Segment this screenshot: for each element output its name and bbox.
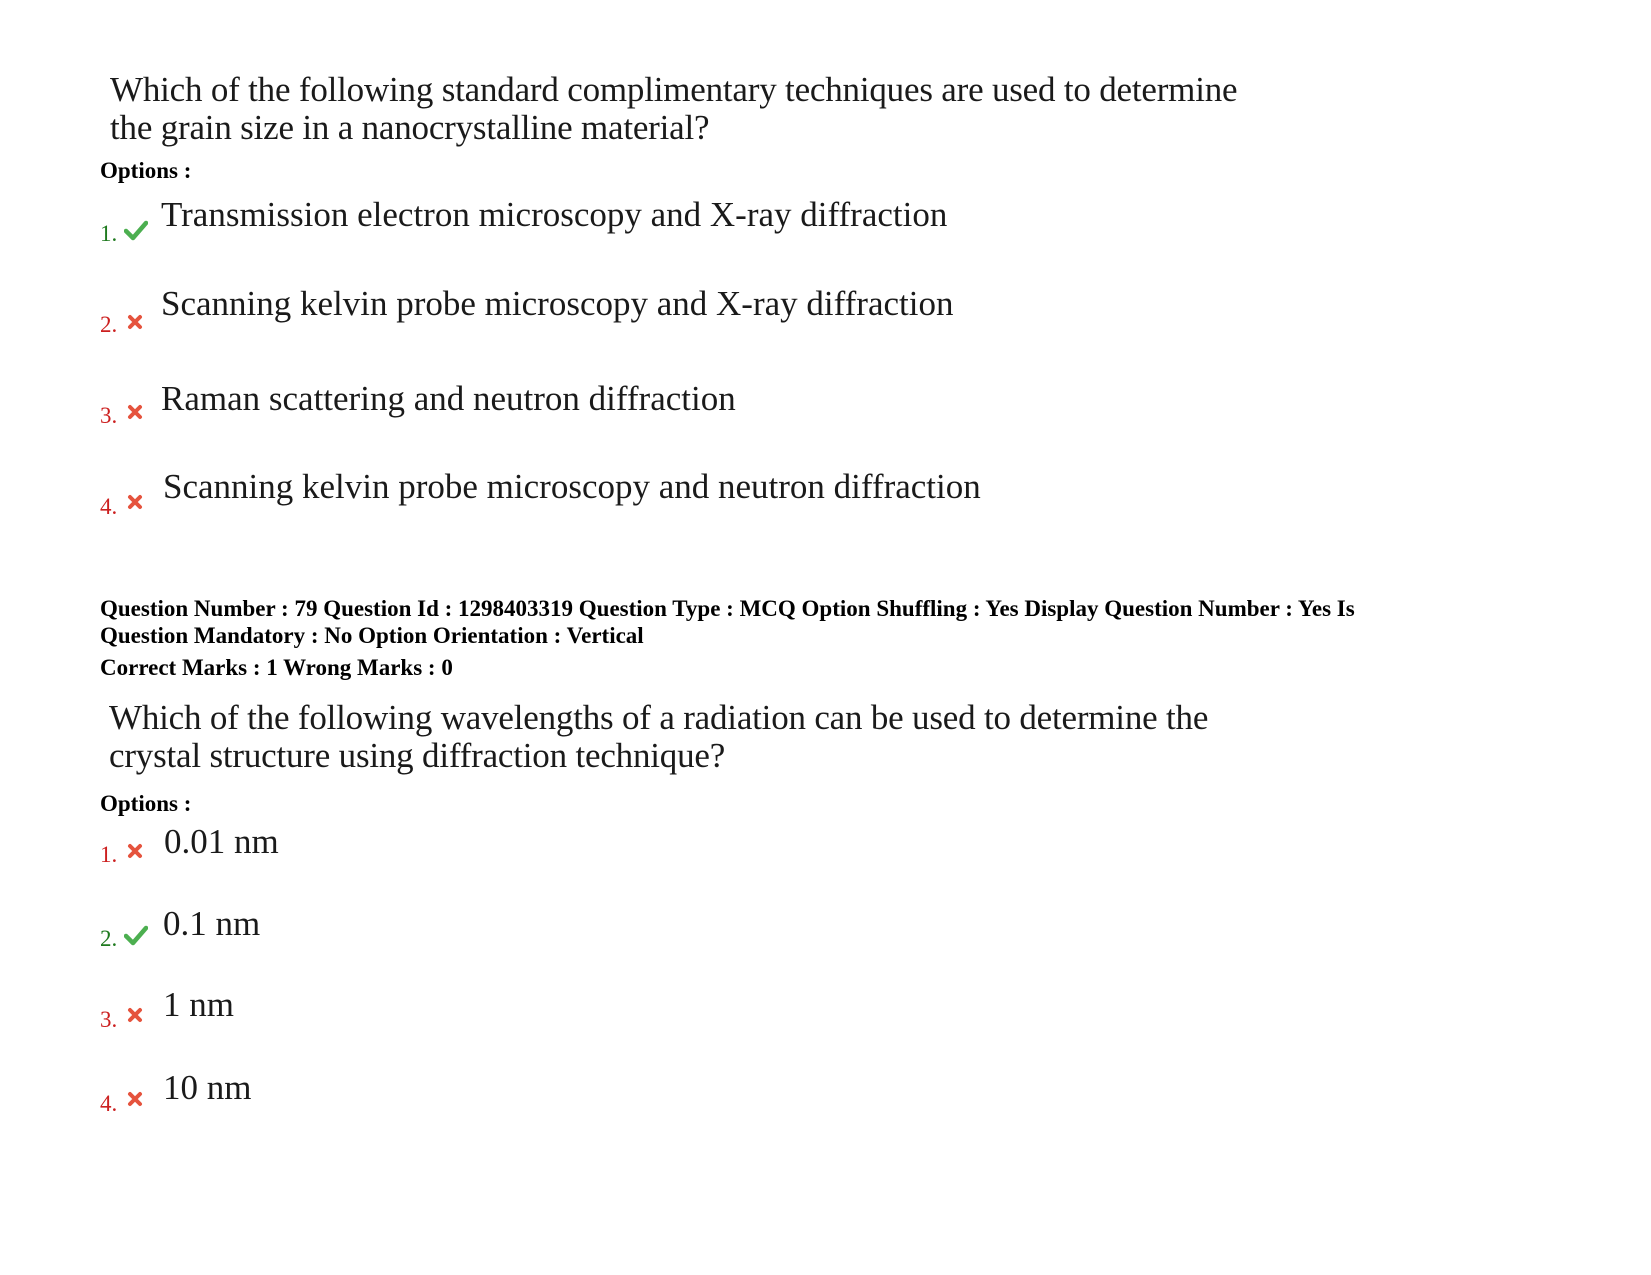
cross-icon (127, 1007, 143, 1028)
option-text: 1 nm (163, 985, 234, 1024)
option-number: 3. (100, 1007, 118, 1032)
question-1-option-1 (100, 195, 1000, 255)
question-2-text-line-1: Which of the following wavelengths of a radiation can be used to determine the (109, 698, 1209, 737)
option-number: 2. (100, 312, 118, 337)
option-text: Scanning kelvin probe microscopy and neutron diffraction (163, 467, 981, 506)
option-number: 4. (100, 1091, 118, 1116)
question-2-option-2 (100, 904, 500, 964)
option-number: 3. (100, 403, 118, 428)
option-text: 10 nm (163, 1068, 252, 1107)
option-number: 1. (100, 221, 118, 246)
question-2-text-line-2: crystal structure using diffraction technique? (109, 736, 726, 775)
option-text: Raman scattering and neutron diffraction (161, 379, 736, 418)
question-1-option-4 (100, 467, 1050, 527)
cross-icon (127, 314, 143, 335)
question-2-meta-line-1: Question Number : 79 Question Id : 1298403319 Question Type : MCQ Option Shuffling : Yes Display Question Number : Yes Is (100, 596, 1355, 621)
question-1-option-2 (100, 284, 1000, 344)
option-text: Transmission electron microscopy and X-ray diffraction (161, 195, 948, 234)
option-text: 0.1 nm (163, 904, 261, 943)
option-number: 4. (100, 494, 118, 519)
question-1-text-line-2: the grain size in a nanocrystalline material? (110, 108, 710, 147)
question-1-options-label: Options : (100, 158, 192, 183)
question-1-option-3 (100, 379, 1000, 439)
question-2-option-1 (100, 822, 500, 882)
option-text: 0.01 nm (164, 822, 279, 861)
cross-icon (127, 1091, 143, 1112)
question-2-marks: Correct Marks : 1 Wrong Marks : 0 (100, 655, 453, 680)
question-2-options-label: Options : (100, 791, 192, 816)
question-2-option-3 (100, 985, 500, 1045)
option-text: Scanning kelvin probe microscopy and X-ray diffraction (161, 284, 954, 323)
check-icon (124, 924, 148, 951)
check-icon (124, 219, 148, 246)
cross-icon (127, 494, 143, 515)
option-number: 1. (100, 842, 118, 867)
question-2-meta-line-2: Question Mandatory : No Option Orientation : Vertical (100, 623, 644, 648)
question-1-text-line-1: Which of the following standard complimentary techniques are used to determine (110, 70, 1238, 109)
cross-icon (127, 404, 143, 425)
cross-icon (127, 843, 143, 864)
question-2-option-4 (100, 1068, 500, 1128)
option-number: 2. (100, 926, 118, 951)
